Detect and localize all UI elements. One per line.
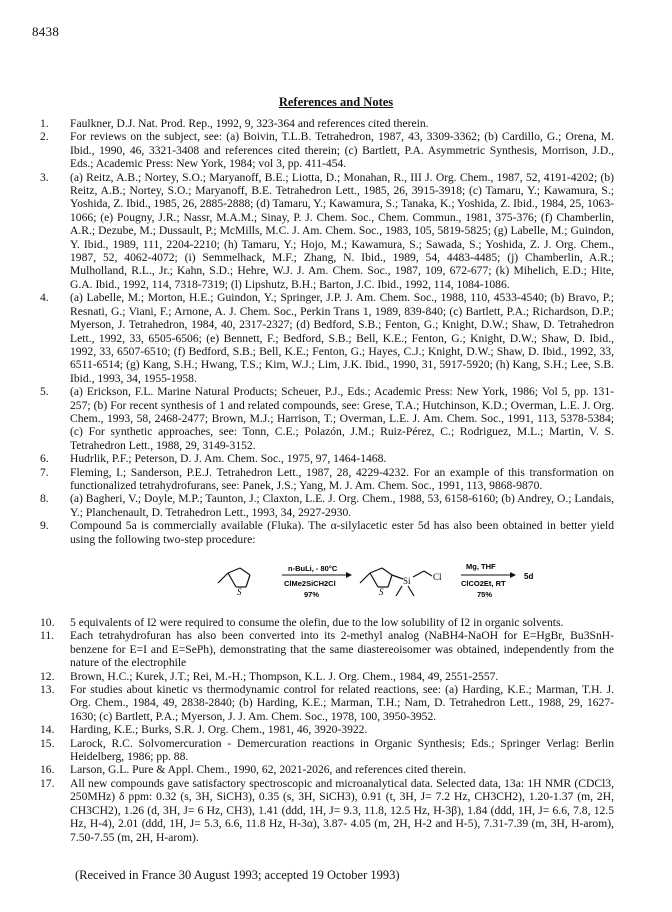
reference-number: 5. <box>40 385 49 399</box>
reference-item <box>40 130 614 170</box>
reference-item <box>40 629 614 669</box>
reference-number: 2. <box>40 130 49 144</box>
reference-text: For reviews on the subject, see: (a) Boivin, T.L.B. Tetrahedron, 1987, 43, 3309-3362; (b) Cardillo, G.; Orena, M. Ibid., 1990, 46, 3321-3408 and references cited therein; (c) Bartlett, P.A. Asymmetric Synthesis, Morrison, J.D., Eds.; Academic Press: New York, 1984; vol 3, pp. 411-454. <box>70 130 614 171</box>
reference-item <box>40 385 614 452</box>
silicon-label: Si <box>403 576 411 586</box>
references-list-2 <box>40 616 614 844</box>
reference-item <box>40 670 614 683</box>
reference-item <box>40 452 614 465</box>
reference-text: For studies about kinetic vs thermodynamic control for related reactions, see: (a) Harding, K.E.; Marman, T.H. J. Org. Chem., 1984, 49, 2838-2840; (b) Harding, K.E.; Marman, T.H.; Nam, D. Tetrahedron Lett., 1988, 29, 1627-1630; (c) Bartlett, P.A.; Myerson, J. J. Am. Chem. Soc., 1978, 100, 3950-3952. <box>70 683 614 723</box>
sulfur-label-1: S <box>237 587 242 597</box>
reference-item <box>40 616 614 629</box>
reference-number: 17. <box>40 776 55 790</box>
reference-text: Hudrlik, P.F.; Peterson, D. J. Am. Chem. Soc., 1975, 97, 1464-1468. <box>70 452 387 466</box>
reference-text: Harding, K.E.; Burks, S.R. J. Org. Chem., 1981, 46, 3920-3922. <box>70 723 368 737</box>
reference-number: 11. <box>40 629 55 643</box>
reference-number: 10. <box>40 616 55 629</box>
reference-text: Fleming, I.; Sanderson, P.E.J. Tetrahedron Lett., 1987, 28, 4229-4232. For an example of this transformation on functionalized tetrahydrofurans, see: Panek, J.S.; Yang, M. J. Am. Chem. Soc., 1991, 113, 9868-9870. <box>70 465 614 492</box>
reference-item <box>40 466 614 493</box>
reference-number: 9. <box>40 519 49 533</box>
reference-item <box>40 723 614 736</box>
thiophene-ring-2 <box>360 568 432 596</box>
reaction-scheme <box>0 557 672 615</box>
reagent-1-top: n-BuLi, - 80°C <box>288 564 338 573</box>
reference-text: (a) Erickson, F.L. Marine Natural Products; Scheuer, P.J., Eds.; Academic Press: New York, 1986; Vol 5, pp. 131-257; (b) For recent synthesis of 1 and related compounds, see: Grese, T.A.; Hutchinson, K.D.; Overman, L.E. J. Org. Chem., 1993, 58, 2468-2477; Brown, M.J.; Harrison, T.; Overman, L.E. J. Am. Chem. Soc., 1991, 113, 5378-5384; (c) For synthetic approaches, see: Tonn, C.E.; Polazón, J.M.; Ruiz-Pérez, C.; Rodriguez, M.L.; Martin, V. S. Tetrahedron Lett., 1988, 29, 3149-3152. <box>70 385 614 452</box>
reference-text: 5 equivalents of I2 were required to consume the olefin, due to the low solubility of I2 in organic solvents. <box>70 616 564 629</box>
reference-item <box>40 171 614 292</box>
reference-item <box>40 777 614 844</box>
references-list-1 <box>40 117 614 546</box>
thiophene-ring-1 <box>218 568 250 587</box>
reference-item <box>40 763 614 776</box>
reference-item <box>40 117 614 130</box>
sulfur-label-2: S <box>379 587 384 597</box>
reference-text: Brown, H.C.; Kurek, J.T.; Rei, M.-H.; Thompson, K.L. J. Org. Chem., 1984, 49, 2551-2557. <box>70 669 499 683</box>
reference-item <box>40 519 614 546</box>
reagent-2-bottom: ClCO2Et, RT <box>461 579 506 588</box>
reference-number: 16. <box>40 763 55 777</box>
reference-text: Larock, R.C. Solvomercuration - Demercuration reactions in Organic Synthesis; Eds.; Springer Verlag: Berlin Heidelberg, 1986; pp. 88. <box>70 736 614 764</box>
reference-number: 15. <box>40 736 55 750</box>
reagent-1-bottom: ClMe2SiCH2Cl <box>284 579 336 588</box>
chlorine-label: Cl <box>433 572 442 582</box>
reagent-2-top: Mg, THF <box>466 562 496 571</box>
yield-2: 75% <box>477 590 493 599</box>
reference-item <box>40 683 614 723</box>
product-label: 5d <box>524 572 534 581</box>
reference-text: Larson, G.L. Pure & Appl. Chem., 1990, 62, 2021-2026, and references cited therein. <box>70 763 467 777</box>
reference-number: 1. <box>40 117 49 130</box>
reference-item <box>40 492 614 519</box>
yield-1: 97% <box>304 590 320 599</box>
arrowhead-1 <box>346 572 352 578</box>
reference-number: 7. <box>40 465 49 479</box>
reference-text: (a) Bagheri, V.; Doyle, M.P.; Taunton, J.; Claxton, L.E. J. Org. Chem., 1988, 53, 6158-6160; (b) Andrey, O.; Landais, Y.; Planchenault, D. Tetrahedron Lett., 1993, 34, 2927-2930. <box>70 492 614 519</box>
page-number: 8438 <box>32 24 60 39</box>
reference-number: 4. <box>40 291 49 305</box>
reference-item <box>40 737 614 764</box>
reference-number: 6. <box>40 452 49 466</box>
reference-text: Each tetrahydrofuran has also been converted into its 2-methyl analog (NaBH4-NaOH for E=HgBr, Bu3SnH-benzene for E=I and E=SePh), demonstrating that the same diastereoisomer was obtained, independently from the nature of the electrophile <box>70 629 614 670</box>
reference-number: 8. <box>40 492 49 506</box>
reference-text: (a) Reitz, A.B.; Nortey, S.O.; Maryanoff, B.E.; Liotta, D.; Monahan, R., III J. Org. Chem., 1987, 52, 4191-4202; (b) Reitz, A.B.; Nortey, S.O.; Maryanoff, B.E. Tetrahedron Lett., 1985, 26, 3915-3918; (c) Tamaru, Y.; Kawamura, S.; Yoshida, Z. Ibid., 1985, 26, 2885-2888; (d) Tamaru, Y.; Kawamura, S.; Tanaka, K.; Yoshida, Z. Ibid., 1984, 25, 1063-1066; (e) Pougny, J.R.; Nassr, M.A.M.; Sinay, P. J. Chem. Soc., Chem. Commun., 1981, 375-376; (f) Chamberlin, A.R.; Dezube, M.; Dussault, P.; McMills, M.C. J. Am. Chem. Soc., 1983, 105, 5819-5825; (g) Labelle, M.; Guindon, Y. Ibid., 1989, 111, 2204-2210; (h) Tamaru, Y.; Hojo, M.; Kawamura, S.; Sawada, S.; Yoshida, Z. J. Org. Chem., 1987, 52, 4062-4072; (i) Semmelhack, M.F.; Zhang, N. Ibid., 1989, 54, 4483-4485; (j) Chamberlin, A.R.; Mulholland, R.L., Jr.; Kahn, S.D.; Hehre, W.J. J. Am. Chem. Soc., 1987, 109, 672-677; (k) Mihelich, E.D.; Hite, G.A. Ibid., 1992, 114, 7318-7319; (l) Lipshutz, B.H.; Barton, J.C. Ibid., 1992, 114, 1084-1086. <box>70 170 614 291</box>
references-heading: References and Notes <box>278 95 394 109</box>
reference-text: Faulkner, D.J. Nat. Prod. Rep., 1992, 9, 323-364 and references cited therein. <box>70 117 429 130</box>
received-note: (Received in France 30 August 1993; accepted 19 October 1993) <box>75 868 400 882</box>
arrowhead-2 <box>510 572 516 578</box>
reference-text: Compound 5a is commercially available (Fluka). The α-silylacetic ester 5d has also been obtained in better yield using the following two-step procedure: <box>70 519 614 546</box>
reference-number: 12. <box>40 669 55 683</box>
reference-text: (a) Labelle, M.; Morton, H.E.; Guindon, Y.; Springer, J.P. J. Am. Chem. Soc., 1988, 110, 4533-4540; (b) Bravo, P.; Resnati, G.; Viani, F.; Arnone, A. J. Chem. Soc., Perkin Trans 1, 1989, 839-840; (c) Bartlett, P.A.; Richardson, D.P.; Myerson, J. Tetrahedron, 1984, 40, 2317-2327; (d) Bedford, S.B.; Fenton, G.; Knight, D.W.; Shaw, D. Tetrahedron Lett., 1992, 33, 6505-6506; (e) Bennett, F.; Bedford, S.B.; Bell, K.E.; Fenton, G.; Knight, D.W.; Shaw, D. Ibid., 1992, 33, 6507-6510; (f) Bedford, S.B.; Bell, K.E.; Fenton, G.; Hayes, C.J.; Knight, D.W.; Shaw, D. Ibid., 1992, 33, 6511-6514; (g) Kang, S.H.; Hwang, T.S.; Kim, W.J.; Lim, J.K. Ibid., 1990, 31, 5917-5920; (h) Kang, S.H.; Lee, S.B. Ibid., 1993, 34, 1955-1958. <box>70 291 614 385</box>
reference-item <box>40 291 614 385</box>
reference-number: 13. <box>40 683 55 697</box>
reference-number: 14. <box>40 723 55 737</box>
reference-text: All new compounds gave satisfactory spectroscopic and microanalytical data. Selected data, 13a: 1H NMR (CDCl3, 250MHz) δ ppm: 0.32 (s, 3H, SiCH3), 0.35 (s, 3H, SiCH3), 0.91 (t, 3H, J= 7.2 Hz, CH3CH2), 1.20-1.37 (m, 2H, CH3CH2), 1.26 (d, 3H, J= 6 Hz, CH3), 1.41 (ddd, 1H, J= 9.3, 11.8, 12.5 Hz, H-3β), 1.84 (ddd, 1H, J= 6.6, 7.8, 12.5 Hz, H-4), 2.01 (ddd, 1H, J= 5.3, 6.6, 11.8 Hz, H-3α), 3.87- 4.05 (m, 2H, H-2 and H-5), 7.31-7.39 (m, 3H, H-arom), 7.50-7.55 (m, 2H, H-arom). <box>70 776 614 844</box>
reference-number: 3. <box>40 170 49 184</box>
